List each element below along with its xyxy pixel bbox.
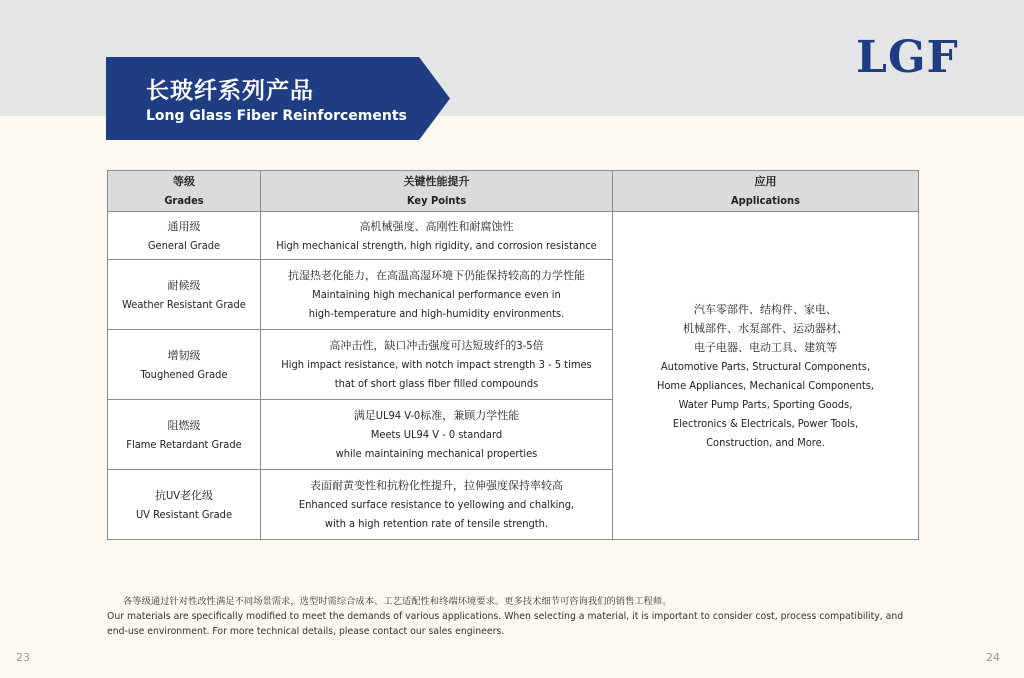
key-points-cell [261, 212, 613, 260]
key-point-line: 抗湿热老化能力，在高温高湿环境下仍能保持较高的力学性能 [288, 269, 585, 282]
application-line: 电子电器、电动工具、建筑等 [694, 340, 837, 354]
grade-name-en: UV Resistant Grade [135, 507, 233, 521]
application-line: Electronics & Electricals, Power Tools, [672, 416, 859, 430]
header-grades [108, 171, 261, 212]
grade-name-cn: 抗UV老化级 [154, 488, 213, 502]
key-point-line: 满足UL94 V-0标准，兼顾力学性能 [353, 409, 520, 422]
table-row [108, 212, 919, 260]
application-line: Water Pump Parts, Sporting Goods, [678, 397, 853, 411]
header-grades-en: Grades [164, 194, 204, 207]
grade-name-cn: 通用级 [167, 219, 201, 233]
key-points-cell [261, 330, 613, 400]
key-point-line: High mechanical strength, high rigidity, and corrosion resistance [276, 238, 597, 252]
grade-name-en: General Grade [147, 238, 221, 252]
header-key-points-cn: 关键性能提升 [403, 175, 470, 188]
grade-cell [108, 470, 261, 540]
header-grades-cn: 等级 [173, 175, 195, 188]
table-header-row [108, 171, 919, 212]
grade-name-en: Toughened Grade [140, 367, 228, 381]
grade-cell [108, 212, 261, 260]
application-line: 机械部件、水泵部件、运动器材、 [683, 321, 848, 335]
brand-logo: LGF [856, 32, 959, 83]
key-point-line: 高机械强度、高刚性和耐腐蚀性 [359, 219, 514, 233]
key-point-line: High impact resistance, with notch impact strength 3 - 5 times [281, 358, 592, 371]
footer-note-cn: 各等级通过针对性改性满足不同场景需求，选型时需综合成本、工艺适配性和终端环境要求。更多技术细节可咨询我们的销售工程师。 [123, 596, 672, 607]
key-points-cell [261, 470, 613, 540]
page-number-right: 24 [986, 651, 1000, 664]
grade-name-en: Weather Resistant Grade [122, 297, 246, 311]
grade-cell [108, 260, 261, 330]
grade-name-en: Flame Retardant Grade [126, 437, 242, 451]
application-line: Construction, and More. [706, 435, 825, 449]
key-points-cell [261, 400, 613, 470]
key-point-line: that of short glass fiber filled compounds [334, 377, 539, 390]
header-applications-cn: 应用 [754, 175, 777, 188]
grades-table [107, 170, 919, 540]
application-line: 汽车零部件、结构件、家电、 [694, 302, 837, 316]
footer-note-en: Our materials are specifically modified to meet the demands of various applications. When selecting a material, it is important to consider cost, process compatibility, and end-use environment. For more technical details, please contact our sales engineers. [107, 611, 904, 637]
grade-name-cn: 增韧级 [167, 348, 201, 362]
key-point-line: Maintaining high mechanical performance even in [312, 288, 561, 301]
application-line: Home Appliances, Mechanical Components, [656, 378, 875, 392]
key-points-cell [261, 260, 613, 330]
key-point-line: Enhanced surface resistance to yellowing and chalking, [298, 498, 575, 511]
page-title-cn: 长玻纤系列产品 [146, 78, 314, 104]
key-point-line: 表面耐黄变性和抗粉化性提升，拉伸强度保持率较高 [310, 479, 563, 492]
footer-note [107, 594, 919, 639]
header-applications-en: Applications [730, 194, 800, 207]
applications-cell [613, 212, 919, 540]
grade-name-cn: 耐候级 [167, 278, 201, 292]
key-point-line: with a high retention rate of tensile strength. [324, 517, 549, 530]
application-line: Automotive Parts, Structural Components, [660, 359, 871, 373]
key-point-line: Meets UL94 V - 0 standard [370, 428, 503, 441]
header-key-points-en: Key Points [406, 194, 467, 207]
page-number-left: 23 [16, 651, 30, 664]
header-key-points [261, 171, 613, 212]
page-title-en: Long Glass Fiber Reinforcements [146, 108, 407, 124]
key-point-line: high-temperature and high-humidity environments. [308, 307, 565, 320]
key-point-line: while maintaining mechanical properties [335, 447, 538, 460]
grade-name-cn: 阻燃级 [167, 418, 201, 432]
grade-cell [108, 330, 261, 400]
grade-cell [108, 400, 261, 470]
key-point-line: 高冲击性，缺口冲击强度可达短玻纤的3-5倍 [329, 339, 544, 352]
header-applications [613, 171, 919, 212]
